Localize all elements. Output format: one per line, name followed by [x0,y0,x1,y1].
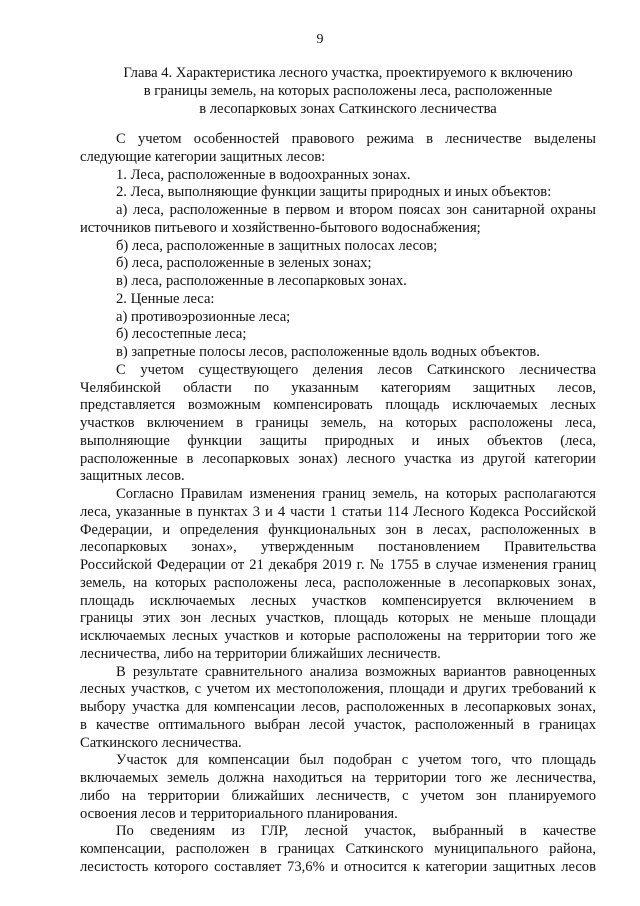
text-line: следующие категории защитных лесов: [80,148,326,165]
list-item: б) леса, расположенные в защитных полосах лесов; [116,237,438,254]
text-line: лесничества, либо на территории ближайших лесничеств. [80,645,441,662]
text-line: Российской Федерации от 21 декабря 2019 г. № 1755 в случае изменения границ [80,557,596,573]
text-line: Участок для компенсации был подобран с учетом того, что площадь [116,752,596,769]
text-line: включаемых земель должна находиться на территории того же лесничества, [80,770,596,786]
text-line: выбору участка для компенсации лесов, расположенных в лесопарковых зонах, [80,699,596,715]
text-line: земель, на которых расположены леса, расположенные в лесопарковых зонах, [80,574,596,591]
chapter-heading-line: Глава 4. Характеристика лесного участка, проектируемого к включению [123,65,573,81]
text-line: С учетом существующего деления лесов Саткинского лесничества [116,361,596,378]
list-item: б) лесостепные леса; [116,326,247,343]
document-body [80,131,596,877]
text-line: площадь исключаемых лесных участков компенсируется включением в [80,592,596,609]
paragraph-intro [80,131,596,167]
category-list [80,167,596,362]
text-line: лесистость которого составляет 73,6% и относится к категории защитных лесов [80,858,596,875]
chapter-heading-line: в границы земель, на которых расположены леса, расположенные [143,83,553,99]
text-line: По сведениям из ГЛР, лесной участок, выбранный в качестве [116,823,596,840]
list-item-continuation: источников питьевого и хозяйственно-бытового водоснабжения; [80,219,481,236]
text-line: выполняющие функции защиты природных и иных объектов (леса, [80,432,596,449]
list-item: 2. Ценные леса: [116,290,215,307]
paragraph-compensation [80,752,596,823]
list-item: в) запретные полосы лесов, расположенные вдоль водных объектов. [116,344,540,360]
text-line: леса, указанные в пунктах 3 и 4 части 1 статьи 114 Лесного Кодекса Российской [80,503,596,520]
page-number: 9 [316,32,324,47]
text-line: либо на территории ближайших лесничеств, с учетом зон планируемого [80,787,596,804]
text-line: участков включением в границы земель, на которых расположены леса, [80,415,596,431]
list-item: б) леса, расположенные в зеленых зонах; [116,255,372,272]
text-line: расположенные в лесопарковых зонах) лесного участка из другой категории [80,450,596,467]
paragraph-rules [80,486,596,664]
text-line: представляется возможным компенсировать площадь исключаемых лесных [80,397,596,414]
text-line: освоения лесов и территориального планирования. [80,805,398,822]
text-line: Челябинской области по указанным категориям защитных лесов, [80,379,596,396]
text-line: С учетом особенностей правового режима в лесничестве выделены [116,131,596,147]
text-line: защитных лесов. [80,468,185,485]
text-line: Саткинского лесничества. [80,734,242,751]
chapter-heading-line: в лесопарковых зонах Саткинского лесничества [199,101,497,117]
text-line: Согласно Правилам изменения границ земель, на которых располагаются [116,486,596,502]
text-line: компенсации, расположен в границах Саткинского муниципального района, [80,841,596,857]
text-line: лесных участков, с учетом их местоположения, площади и других требований к [80,681,596,698]
text-line: Федерации, и определения функциональных зон в лесах, расположенных в [80,521,596,538]
text-line: границы этих зон лесных участков, площадь которых не меньше площади [80,610,596,627]
list-item: 1. Леса, расположенные в водоохранных зонах. [116,166,411,183]
text-line: В результате сравнительного анализа возможных вариантов равноценных [116,663,596,680]
paragraph-analysis [80,664,596,753]
list-item: а) противоэрозионные леса; [116,308,291,325]
list-item: в) леса, расположенные в лесопарковых зонах. [116,273,407,289]
list-item: а) леса, расположенные в первом и втором поясах зон санитарной охраны [116,202,596,218]
text-line: в качестве оптимального выбран лесой участок, расположенный в границах [80,716,596,733]
chapter-heading [100,64,596,118]
text-line: лесопарковых зонах», утвержденным постановлением Правительства [80,539,596,556]
paragraph-division [80,362,596,486]
list-item: 2. Леса, выполняющие функции защиты природных и иных объектов: [116,184,552,201]
text-line: исключаемых лесных участков и которые расположены на территории того же [80,628,596,644]
paragraph-glr [80,823,596,876]
